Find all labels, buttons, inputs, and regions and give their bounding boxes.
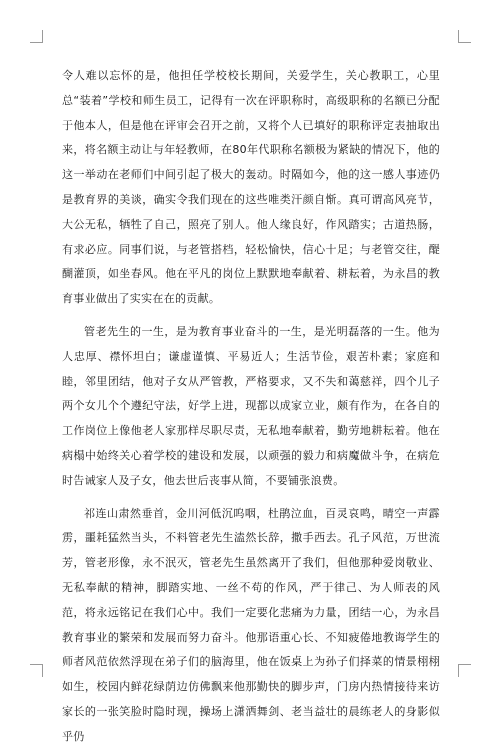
paragraph-1: 令人难以忘怀的是，他担任学校校长期间，关爱学生，关心教职工，心里总“装着”学校和师生员工，记得有一次在评职称时，高级职称的名额已分配于他本人，但是他在评审会召开之前，又将个人已填好的职称评定表抽取出来，将名额主动让与年轻教师，在80年代职称名额极为紧缺的情况下，他的这一举动在老师们中间引起了极大的轰动。时隔如今，他的这一感人事迹仍是教育界的美谈，确实令我们现在的这些唯类汗颜自惭。真可谓高风亮节，大公无私，牺牲了自己，照亮了别人。他人缘良好，作风踏实；古道热肠，有求必应。同事们说，与老管搭档，轻松愉快，信心十足；与老管交往，醍醐灌顶，如坐春风。他在平凡的岗位上默默地奉献着、耕耘着，为永昌的教育事业做出了实实在在的贡献。 [62, 69, 440, 306]
paragraph-2: 管老先生的一生，是为教育事业奋斗的一生，是光明磊落的一生。他为人忠厚、襟怀坦白；谦虚谨慎、平易近人；生活节俭，艰苦朴素；家庭和睦，邻里团结，他对子女从严管教，严格要求，又不失和蔼慈祥，四个儿子两个女儿个个遵纪守法，好学上进，现都以成家立业，颇有作为，在各自的工作岗位上像他老人家那样尽职尽责，无私地奉献着，勤劳地耕耘着。他在病榻中始终关心着学校的建设和发展，以顽强的毅力和病魔做斗争，在病危时告诫家人及子女，他去世后丧事从简，不要铺张浪费。 [62, 324, 440, 487]
crop-mark-bottom-right [458, 664, 471, 677]
crop-mark-top-left [30, 30, 43, 43]
crop-mark-bottom-left [30, 664, 43, 677]
crop-mark-top-right [458, 30, 471, 43]
document-body [62, 64, 440, 750]
paragraph-3: 祁连山肃然垂首，金川河低沉呜咽，杜鹃泣血，百灵哀鸣，晴空一声霹雳，噩耗猛然当头，不料管老先生溘然长辞，撒手西去。孔子风范，万世流芳，管老形像，永不泯灭，管老先生虽然离开了我们，但他那种爱岗敬业、无私奉献的精神，脚踏实地、一丝不苟的作风，严于律己、为人师表的风范，将永远铭记在我们心中。我们一定要化悲痛为力量，团结一心，为永昌教育事业的繁荣和发展而努力奋斗。他那语重心长、不知疲倦地教诲学生的师者风范依然浮现在弟子们的脑海里，他在饭桌上为孙子们择菜的情景栩栩如生，校园内鲜花绿荫边仿佛飘来他那勤快的脚步声，门房内热情接待来访家长的一张笑脸时隐时现，操场上潇洒舞剑、老当益壮的晨练老人的身影似乎仍 [62, 506, 440, 743]
